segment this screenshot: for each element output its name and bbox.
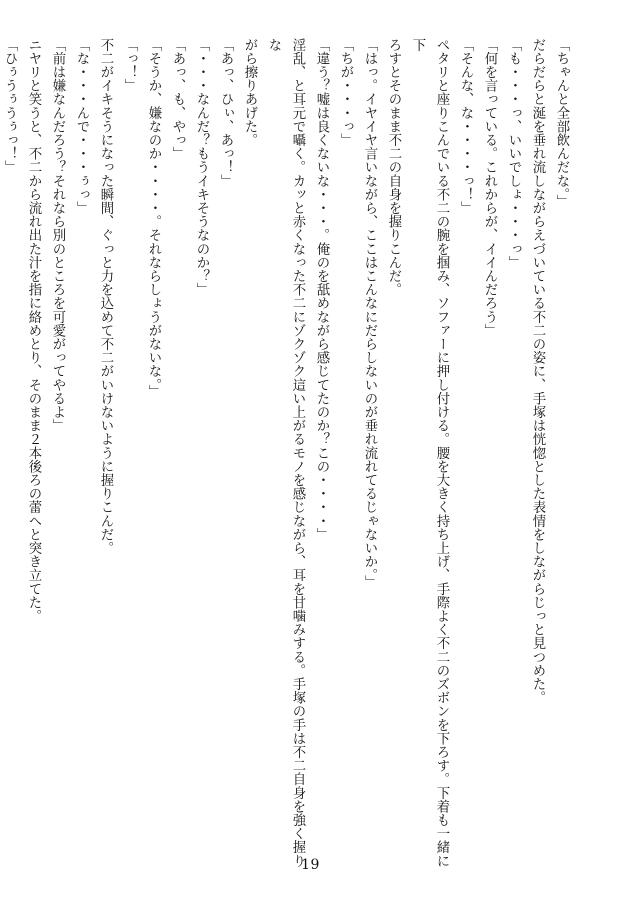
text-line: 「前は嫌なんだろう？それなら別のところを可愛がってやるよ」 bbox=[50, 38, 65, 433]
page-number: 19 bbox=[301, 857, 320, 873]
text-line: 「も・・・っ、いいでしょ・・・っ」 bbox=[506, 38, 521, 270]
vertical-text-body bbox=[0, 38, 573, 868]
text-line: 「っ！」 bbox=[122, 38, 137, 93]
text-line: 「あっ、ひぃ、あっ！」 bbox=[218, 38, 233, 188]
text-line: 「ちが・・・っ」 bbox=[338, 38, 353, 147]
text-line: 「・・・なんだ？もうイキそうなのか？」 bbox=[194, 38, 209, 297]
text-line: 不二がイキそうになった瞬間、ぐっと力を込めて不二がいけないように握りこんだ。 bbox=[98, 38, 113, 555]
text-line: 「ちゃんと全部飲んだな。」 bbox=[554, 38, 569, 209]
text-line: 「違う？嘘は良くないな・・・。俺のを舐めながら感じてたのか？この・・・・」 bbox=[314, 38, 329, 542]
text-line: 「ひぅうぅうぅっ！」 bbox=[2, 38, 17, 174]
text-line: 淫乱、と耳元で囁く。カッと赤くなった不二にゾクゾク這い上がるモノを感じながら、耳を甘噛みする。手塚の手は不二自身を強く握りな bbox=[266, 38, 305, 868]
text-line: ろすとそのまま不二の自身を握りこんだ。 bbox=[386, 38, 401, 297]
text-line: 「あっ、も、やっ」 bbox=[170, 38, 185, 161]
text-line: 「な・・・んで・・・ぅっ」 bbox=[74, 38, 89, 215]
text-line: ペタリと座りこんでいる不二の腕を掴み、ソファーに押し付ける。腰を大きく持ち上げ、手際よく不二のズボンを下ろす。下着も一緒に下 bbox=[410, 38, 449, 868]
text-line: がら擦りあげた。 bbox=[242, 38, 257, 147]
text-line: だらだらと涎を垂れ流しながらえづいている不二の姿に、手塚は恍惚とした表情をしながらじっと見つめた。 bbox=[530, 38, 545, 705]
text-line: 「そんな、な・・・・っ！」 bbox=[458, 38, 473, 215]
text-line: ニヤリと笑うと、不二から流れ出た汁を指に絡めとり、そのまま２本後ろの蕾へと突き立てた。 bbox=[26, 38, 41, 623]
text-line: 「そうか、嫌なのか・・・・。それならしょうがないな。」 bbox=[146, 38, 161, 399]
text-line: 「はっ。イヤイヤ言いながら、ここはこんなにだらしないのが垂れ流れてるじゃないか。」 bbox=[362, 38, 377, 589]
text-line: 「何を言っている。これからが、イイんだろう」 bbox=[482, 38, 497, 338]
